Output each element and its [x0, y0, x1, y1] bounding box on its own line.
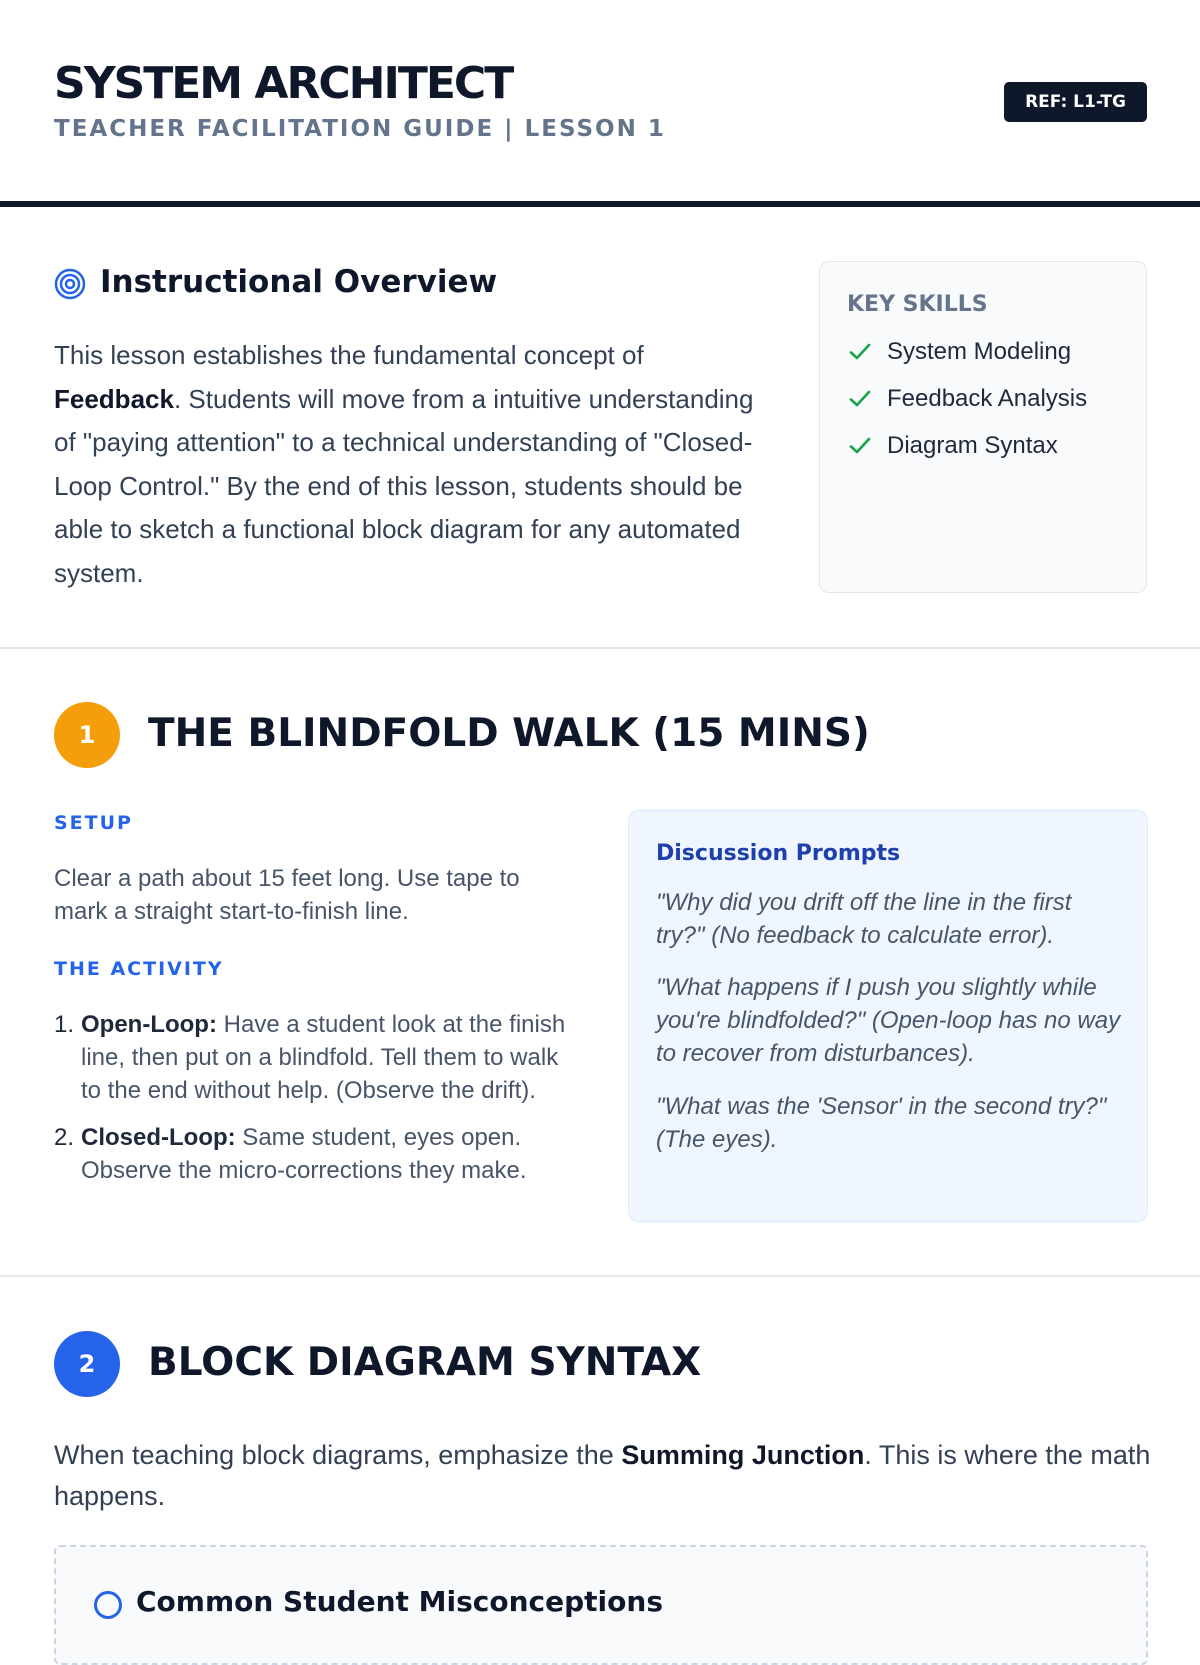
overview-heading: Instructional Overview	[100, 264, 498, 300]
misconceptions-panel	[54, 1545, 1148, 1665]
skill-item	[847, 384, 1087, 414]
check-icon	[847, 339, 873, 365]
skill-item	[847, 337, 1071, 367]
ref-badge: REF: L1-TG	[1004, 82, 1147, 122]
document-subtitle: TEACHER FACILITATION GUIDE | LESSON 1	[54, 116, 666, 142]
activity-step: 1. Open-Loop: Have a student look at the finish line, then put on a blindfold. Tell them to walk to the end without help. (Observe the drift).	[54, 1011, 566, 1104]
summing-junction-term: Summing Junction	[621, 1440, 865, 1470]
setup-label: SETUP	[54, 812, 133, 834]
discussion-prompt: "Why did you drift off the line in the first try?" (No feedback to calculate error).	[656, 889, 1072, 949]
section-number-badge: 2	[54, 1331, 120, 1397]
activity-steps	[54, 1008, 574, 1201]
feedback-term: Feedback	[54, 383, 174, 414]
section-heading: THE BLINDFOLD WALK (15 MINS)	[148, 711, 870, 756]
section-heading: BLOCK DIAGRAM SYNTAX	[148, 1340, 702, 1385]
info-icon	[94, 1591, 122, 1619]
syntax-paragraph: When teaching block diagrams, emphasize the Summing Junction. This is where the math happens.	[54, 1440, 1151, 1511]
discussion-prompts-panel	[628, 810, 1148, 1222]
check-icon	[847, 433, 873, 459]
section-number-badge: 1	[54, 702, 120, 768]
skill-label: Diagram Syntax	[887, 432, 1058, 459]
overview-paragraph: This lesson establishes the fundamental concept of Feedback. Students will move from a intuitive understanding of "paying attention" to a technical understanding of "Closed-Loop Control." By the end of this lesson, students should be able to sketch a functional block diagram for any automated system.	[54, 340, 754, 588]
discussion-prompt: "What happens if I push you slightly while you're blindfolded?" (Open-loop has no way to recover from disturbances).	[656, 974, 1121, 1067]
key-skills-panel	[819, 261, 1147, 593]
document-header	[0, 0, 1200, 207]
discussion-prompt: "What was the 'Sensor' in the second try?" (The eyes).	[656, 1093, 1107, 1153]
activity-label: THE ACTIVITY	[54, 958, 224, 980]
discussion-prompts-heading: Discussion Prompts	[656, 841, 901, 866]
setup-text: Clear a path about 15 feet long. Use tape to mark a straight start-to-finish line.	[54, 865, 520, 925]
activity-step: 2. Closed-Loop: Same student, eyes open. Observe the micro-corrections they make.	[54, 1124, 527, 1184]
document-title: SYSTEM ARCHITECT	[54, 58, 513, 109]
check-icon	[847, 386, 873, 412]
section-divider	[0, 647, 1200, 649]
skill-item	[847, 431, 1058, 461]
skill-label: System Modeling	[887, 338, 1072, 365]
section-divider	[0, 1275, 1200, 1277]
skill-label: Feedback Analysis	[887, 385, 1088, 412]
key-skills-heading: KEY SKILLS	[847, 292, 988, 317]
target-icon	[54, 268, 86, 300]
misconceptions-heading: Common Student Misconceptions	[136, 1585, 663, 1618]
